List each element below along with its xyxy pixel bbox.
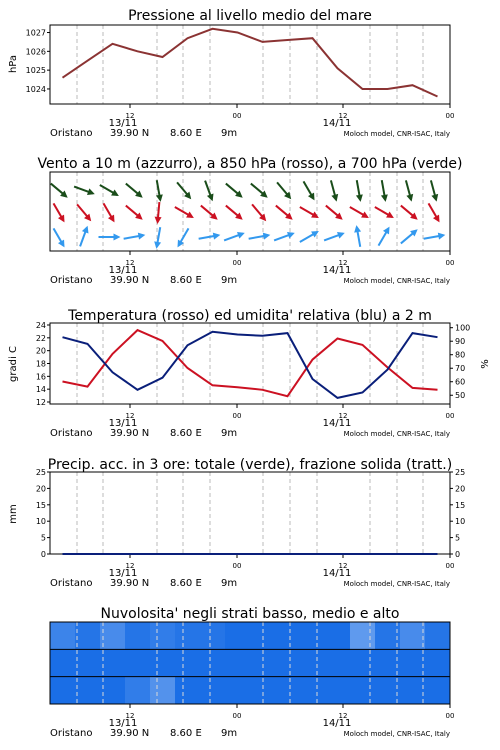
wind-arrow — [326, 206, 343, 220]
pressure-line — [63, 29, 438, 97]
panel-4 — [50, 622, 451, 708]
y-tick-label: 5 — [40, 533, 46, 543]
location-lat: 39.90 N — [110, 428, 150, 439]
y-axis-label: hPa — [8, 54, 19, 74]
y-tick-label: 1024 — [25, 84, 46, 94]
cloud-cell — [300, 622, 326, 650]
location-alt: 9m — [221, 128, 238, 139]
y-tick-label: 15 — [35, 500, 46, 510]
wind-arrow — [277, 182, 291, 199]
y2-tick-label: 90 — [455, 337, 466, 347]
y-tick-label: 1025 — [25, 66, 46, 76]
y-tick-label: 22 — [35, 333, 46, 343]
panel-2 — [47, 323, 453, 408]
wind-arrow — [199, 233, 221, 240]
date-label: 13/11 — [108, 418, 138, 429]
x-tick-label: 12 — [125, 712, 135, 720]
panel-1 — [50, 172, 450, 255]
y-tick-label: 0 — [40, 550, 46, 559]
wind-arrow — [124, 233, 146, 240]
y2-tick-label: 25 — [455, 468, 466, 477]
cloud-cell — [50, 649, 76, 677]
x-tick-label: 12 — [338, 562, 348, 570]
y-tick-label: 1027 — [25, 28, 46, 38]
wind-head — [114, 234, 121, 241]
wind-arrow — [354, 225, 361, 247]
x-tick-label: 12 — [338, 259, 348, 267]
cloud-cell — [300, 649, 326, 677]
cloud-cell — [425, 677, 451, 705]
cloud-cell — [100, 649, 126, 677]
wind-arrow — [252, 204, 266, 221]
wind-head — [154, 241, 161, 249]
wind-arrow — [375, 207, 394, 218]
wind-arrow — [154, 227, 161, 249]
location-lat: 39.90 N — [110, 728, 150, 739]
wind-arrow — [175, 207, 194, 218]
x-tick-label: 12 — [125, 112, 135, 120]
wind-arrow — [429, 203, 440, 222]
wind-arrow — [99, 234, 121, 241]
wind-arrow — [54, 228, 65, 247]
x-tick-label: 00 — [232, 712, 242, 720]
wind-arrow — [224, 232, 245, 240]
x-tick-label: 12 — [338, 412, 348, 420]
location-name: Oristano — [50, 128, 93, 139]
cloud-cell — [125, 622, 151, 650]
cloud-cell — [50, 622, 76, 650]
wind-arrow — [156, 180, 163, 202]
wind-arrow — [104, 203, 115, 222]
y-tick-label: 24 — [35, 321, 46, 330]
location-name: Oristano — [50, 275, 93, 286]
location-lon: 8.60 E — [170, 728, 202, 739]
cloud-cell — [75, 622, 101, 650]
x-tick-label: 00 — [445, 259, 455, 267]
wind-arrow — [401, 229, 418, 243]
wind-arrow — [406, 180, 413, 201]
cloud-cell — [300, 677, 326, 705]
date-label: 13/11 — [108, 118, 138, 129]
y-tick-label: 10 — [35, 517, 46, 527]
cloud-cell — [400, 677, 426, 705]
y2-tick-label: 70 — [455, 364, 466, 374]
wind-arrow — [80, 226, 88, 247]
wind-arrow — [54, 203, 65, 222]
y2-tick-label: 20 — [455, 484, 466, 494]
cloud-cell — [200, 649, 226, 677]
y2-tick-label: 10 — [455, 517, 466, 527]
date-label: 13/11 — [108, 265, 138, 276]
y2-axis-label: % — [480, 359, 491, 369]
wind-arrow — [304, 181, 315, 200]
location-lat: 39.90 N — [110, 128, 150, 139]
location-lon: 8.60 E — [170, 275, 202, 286]
wind-head — [331, 194, 338, 202]
model-credit: Moloch model, CNR-ISAC, Italy — [343, 277, 450, 285]
wind-head — [138, 233, 146, 240]
wind-arrow — [300, 231, 319, 242]
x-tick-label: 12 — [125, 412, 135, 420]
y-tick-label: 12 — [35, 398, 46, 407]
cloud-cell — [175, 622, 201, 650]
panel-title: Pressione al livello medio del mare — [128, 8, 372, 24]
location-lon: 8.60 E — [170, 128, 202, 139]
x-tick-label: 00 — [232, 412, 242, 420]
wind-arrow — [324, 232, 345, 240]
date-label: 14/11 — [322, 718, 352, 729]
x-tick-label: 12 — [125, 562, 135, 570]
wind-head — [263, 233, 271, 240]
wind-arrow — [177, 182, 191, 199]
y-tick-label: 14 — [35, 385, 46, 395]
cloud-cell — [400, 649, 426, 677]
x-tick-label: 00 — [445, 712, 455, 720]
y2-tick-label: 100 — [455, 323, 471, 333]
panel-3 — [47, 472, 453, 558]
y2-tick-label: 50 — [455, 391, 466, 401]
wind-arrow — [274, 232, 295, 240]
wind-head — [431, 194, 438, 202]
y2-tick-label: 80 — [455, 350, 466, 360]
model-credit: Moloch model, CNR-ISAC, Italy — [343, 580, 450, 588]
cloud-cell — [425, 622, 451, 650]
wind-arrow — [331, 180, 338, 201]
cloud-cell — [200, 677, 226, 705]
cloud-cell — [100, 677, 126, 705]
wind-arrow — [126, 184, 143, 198]
x-tick-label: 00 — [232, 112, 242, 120]
y-tick-label: 18 — [35, 359, 46, 369]
cloud-cell — [125, 677, 151, 705]
date-label: 14/11 — [322, 118, 352, 129]
wind-head — [406, 194, 413, 202]
cloud-cell — [125, 649, 151, 677]
cloud-cell — [275, 677, 301, 705]
x-tick-label: 00 — [232, 259, 242, 267]
cloud-cell — [150, 622, 176, 650]
wind-arrow — [381, 180, 388, 202]
wind-arrow — [251, 184, 268, 198]
y2-tick-label: 5 — [455, 533, 461, 543]
cloud-cell — [350, 677, 376, 705]
wind-head — [381, 194, 388, 202]
y-axis-label: mm — [8, 504, 19, 524]
y-axis-label: gradi C — [8, 346, 19, 382]
x-tick-label: 00 — [232, 562, 242, 570]
wind-arrow — [431, 180, 438, 201]
wind-arrow — [51, 184, 68, 198]
y-tick-label: 16 — [35, 372, 46, 382]
date-label: 14/11 — [322, 568, 352, 579]
cloud-cell — [75, 677, 101, 705]
cloud-cell — [200, 622, 226, 650]
location-name: Oristano — [50, 578, 93, 589]
cloud-cell — [400, 622, 426, 650]
panel-title: Vento a 10 m (azzurro), a 850 hPa (rosso), a 700 hPa (verde) — [37, 156, 463, 172]
model-credit: Moloch model, CNR-ISAC, Italy — [343, 430, 450, 438]
temperature-line — [63, 330, 438, 396]
cloud-cell — [325, 677, 351, 705]
model-credit: Moloch model, CNR-ISAC, Italy — [343, 730, 450, 738]
model-credit: Moloch model, CNR-ISAC, Italy — [343, 130, 450, 138]
wind-head — [354, 225, 361, 233]
cloud-cell — [175, 649, 201, 677]
location-alt: 9m — [221, 578, 238, 589]
cloud-cell — [100, 622, 126, 650]
y-tick-label: 20 — [35, 484, 46, 494]
x-tick-label: 12 — [338, 712, 348, 720]
y2-tick-label: 0 — [455, 550, 461, 559]
wind-arrow — [155, 202, 162, 224]
location-lat: 39.90 N — [110, 275, 150, 286]
x-tick-label: 00 — [445, 412, 455, 420]
y-tick-label: 25 — [35, 468, 46, 477]
cloud-cell — [275, 622, 301, 650]
location-name: Oristano — [50, 428, 93, 439]
date-label: 13/11 — [108, 568, 138, 579]
cloud-cell — [225, 677, 251, 705]
wind-arrow — [126, 206, 143, 220]
date-label: 14/11 — [322, 418, 352, 429]
panel-0 — [47, 25, 450, 108]
cloud-cell — [350, 649, 376, 677]
wind-arrow — [249, 233, 271, 240]
wind-head — [438, 233, 446, 240]
x-tick-label: 00 — [445, 112, 455, 120]
location-lon: 8.60 E — [170, 578, 202, 589]
x-tick-label: 00 — [445, 562, 455, 570]
cloud-cell — [350, 622, 376, 650]
date-label: 14/11 — [322, 265, 352, 276]
wind-head — [213, 233, 221, 240]
x-tick-label: 12 — [125, 259, 135, 267]
y2-tick-label: 15 — [455, 500, 466, 510]
panel-title: Precip. acc. in 3 ore: totale (verde), frazione solida (tratt.) — [47, 457, 453, 473]
cloud-cell — [150, 677, 176, 705]
cloud-cell — [50, 677, 76, 705]
wind-arrow — [350, 207, 369, 218]
location-alt: 9m — [221, 728, 238, 739]
cloud-cell — [325, 622, 351, 650]
location-lon: 8.60 E — [170, 428, 202, 439]
location-lat: 39.90 N — [110, 578, 150, 589]
y-tick-label: 20 — [35, 346, 46, 356]
y2-tick-label: 60 — [455, 377, 466, 387]
date-label: 13/11 — [108, 718, 138, 729]
cloud-cell — [325, 649, 351, 677]
cloud-cell — [225, 649, 251, 677]
panel-title: Nuvolosita' negli strati basso, medio e alto — [100, 606, 400, 622]
cloud-cell — [225, 622, 251, 650]
wind-head — [356, 194, 363, 202]
cloud-cell — [275, 649, 301, 677]
cloud-cell — [75, 649, 101, 677]
cloud-cell — [150, 649, 176, 677]
wind-arrow — [379, 227, 390, 246]
cloud-cell — [175, 677, 201, 705]
wind-arrow — [205, 181, 213, 202]
cloud-cell — [425, 649, 451, 677]
wind-arrow — [201, 206, 218, 220]
panel-title: Temperatura (rosso) ed umidita' relativa (blu) a 2 m — [68, 308, 432, 324]
wind-head — [155, 217, 162, 224]
wind-arrow — [226, 206, 243, 220]
wind-arrow — [424, 233, 446, 240]
wind-arrow — [401, 206, 418, 220]
x-tick-label: 12 — [338, 112, 348, 120]
wind-arrow — [226, 184, 243, 198]
location-alt: 9m — [221, 275, 238, 286]
wind-arrow — [356, 180, 363, 202]
wind-arrow — [77, 204, 91, 221]
y-tick-label: 1026 — [25, 47, 46, 57]
plot-frame — [50, 472, 450, 554]
location-alt: 9m — [221, 428, 238, 439]
wind-arrow — [300, 207, 319, 218]
location-name: Oristano — [50, 728, 93, 739]
